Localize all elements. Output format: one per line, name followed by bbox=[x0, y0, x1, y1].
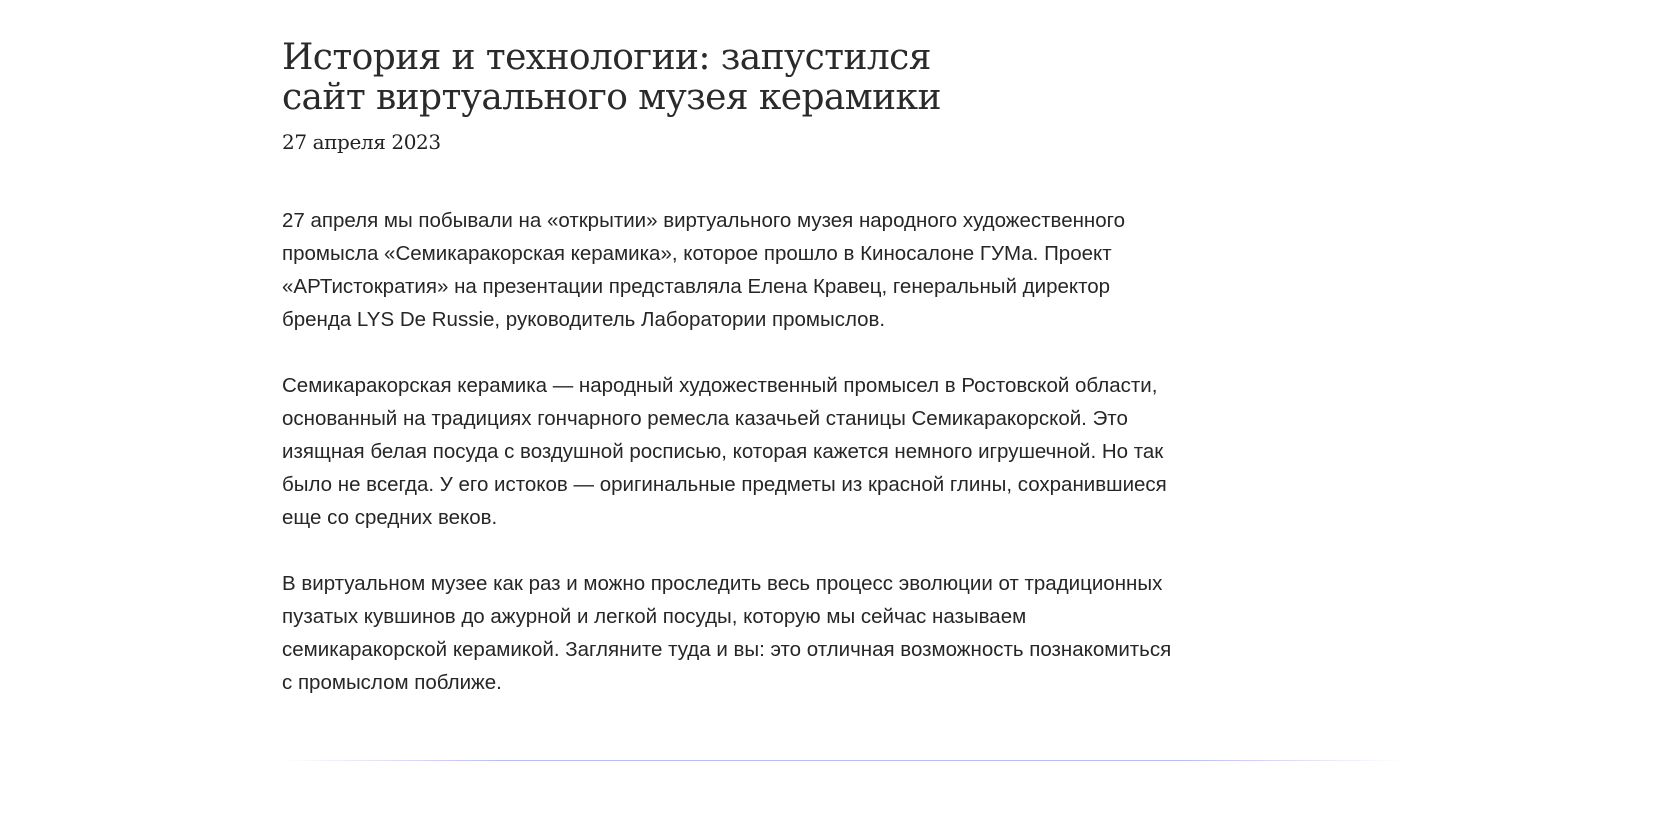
article-date: 27 апреля 2023 bbox=[282, 130, 441, 154]
article-body bbox=[282, 204, 1182, 699]
divider bbox=[282, 760, 1404, 761]
article-paragraph: В виртуальном музее как раз и можно проследить весь процесс эволюции от традиционных пузатых кувшинов до ажурной и легкой посуды, которую мы сейчас называем семикаракорской керамикой. Загляните туда и вы: это отличная возможность познакомиться с промыслом поближе. bbox=[282, 572, 1172, 694]
article-title: История и технологии: запустился сайт виртуального музея керамики bbox=[282, 37, 941, 118]
article-paragraph: Семикаракорская керамика — народный художественный промысел в Ростовской области, основанный на традициях гончарного ремесла казачьей станицы Семикаракорской. Это изящная белая посуда с воздушной росписью, которая кажется немного игрушечной. Но так было не всегда. У его истоков — оригинальные предметы из красной глины, сохранившиеся еще со средних веков. bbox=[282, 374, 1167, 529]
article bbox=[282, 0, 1182, 732]
article-paragraph: 27 апреля мы побывали на «открытии» виртуального музея народного художественного промысла «Семикаракорская керамика», которое прошло в Киносалоне ГУМа. Проект «АРТистократия» на презентации представляла Елена Кравец, генеральный директор бренда LYS De Russie, руководитель Лаборатории промыслов. bbox=[282, 209, 1126, 331]
